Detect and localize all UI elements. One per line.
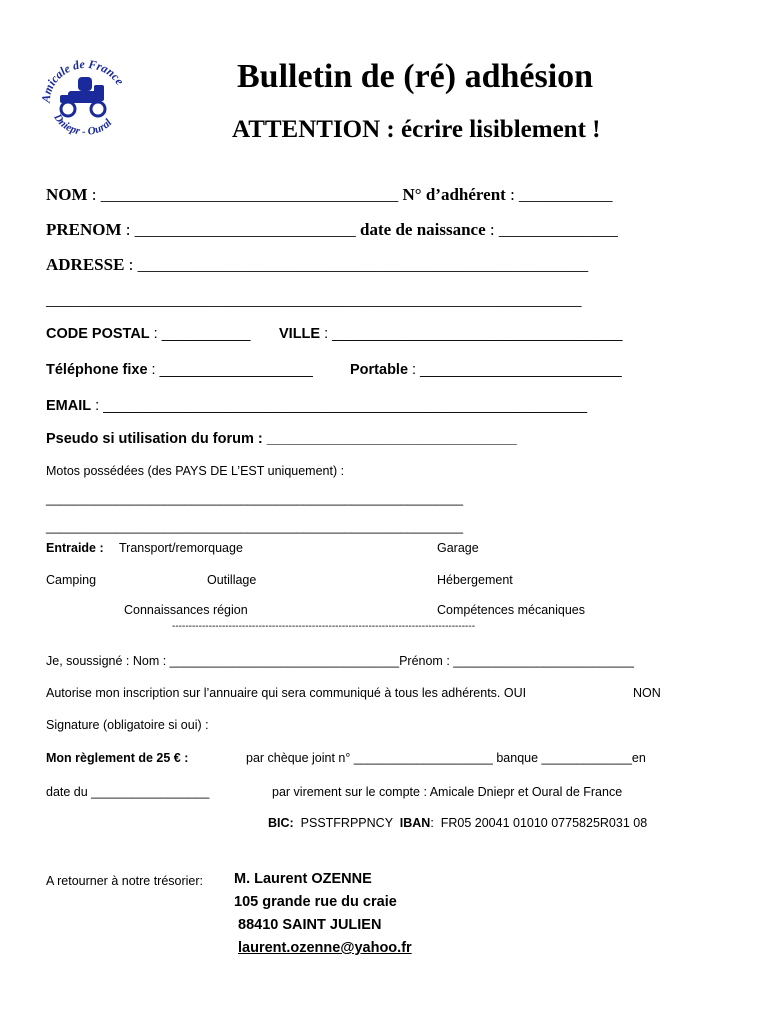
reglement-label: Mon règlement de 25 € : [46, 751, 189, 765]
nom-label: NOM [46, 185, 88, 204]
entraide-garage[interactable]: Garage [437, 541, 479, 555]
cp-row [46, 326, 250, 342]
tel-row [46, 362, 313, 378]
adherent-label: N° d’adhérent [402, 185, 506, 204]
entraide-outillage[interactable]: Outillage [207, 573, 257, 587]
entraide-competences[interactable]: Compétences mécaniques [437, 603, 585, 617]
prenom-label: PRENOM [46, 220, 122, 239]
motos-field-line1[interactable]: ____________________________________________________________ [46, 492, 464, 506]
tresorier-city: 88410 SAINT JULIEN [238, 917, 382, 933]
tel-label: Téléphone fixe [46, 362, 148, 378]
portable-row [350, 362, 622, 378]
iban-label: IBAN [399, 816, 431, 830]
entraide-label: Entraide : [46, 541, 104, 555]
entraide-transport[interactable]: Transport/remorquage [119, 541, 243, 555]
signature-label: Signature (obligatoire si oui) : [46, 718, 209, 732]
page-subtitle: ATTENTION : écrire lisiblement ! [232, 116, 601, 143]
autorise-non[interactable]: NON [633, 686, 661, 700]
iban-value: : FR05 20041 01010 0775825R031 08 [430, 816, 648, 830]
nom-row [46, 185, 613, 205]
bic-value: PSSTFRPPNCY [293, 816, 400, 830]
svg-text:Dniepr - Oural [51, 111, 115, 137]
bic-label: BIC: [268, 816, 294, 830]
logo-text-bottom: Dniepr - Oural [51, 111, 115, 137]
adresse-label: ADRESSE [46, 255, 125, 274]
ville-label: VILLE [279, 326, 321, 342]
motorcycle-icon [60, 77, 105, 116]
adresse-field-line2[interactable]: _______________________________________________________________ [46, 290, 582, 309]
virement-text: par virement sur le compte : Amicale Dniepr et Oural de France [272, 785, 623, 799]
portable-label: Portable [350, 362, 409, 378]
cp-field[interactable]: : ___________ [149, 326, 251, 342]
entraide-connaissances[interactable]: Connaissances région [124, 603, 248, 617]
naissance-field[interactable]: : ______________ [485, 220, 618, 239]
motos-label: Motos possédées (des PAYS DE L’EST uniquement) : [46, 464, 345, 478]
email-label: EMAIL [46, 398, 92, 414]
date-field[interactable]: date du _________________ [46, 785, 210, 799]
email-field[interactable]: : ____________________________________________________________ [91, 398, 588, 414]
prenom-row [46, 220, 618, 240]
pseudo-label: Pseudo si utilisation du forum : [46, 431, 267, 447]
pseudo-row [46, 431, 517, 447]
tel-field[interactable]: : ___________________ [147, 362, 313, 378]
logo-text-top: Amicale de France [38, 56, 127, 104]
tresorier-name: M. Laurent OZENNE [234, 871, 372, 887]
nom-field[interactable]: : ___________________________________ [87, 185, 403, 204]
portable-field[interactable]: : _________________________ [408, 362, 622, 378]
bank-details [268, 816, 647, 830]
separator-line: ------------------------------------------------------------------------------------------- [172, 621, 476, 632]
tresorier-street: 105 grande rue du craie [234, 894, 397, 910]
soussigne-field[interactable]: Je, soussigné : Nom : _________________________________Prénom : __________________________ [46, 654, 635, 668]
page-title: Bulletin de (ré) adhésion [237, 58, 594, 95]
cp-label: CODE POSTAL [46, 326, 150, 342]
amicale-logo [38, 55, 130, 137]
pseudo-field[interactable]: _______________________________ [266, 431, 517, 447]
tresorier-email-link[interactable]: laurent.ozenne@yahoo.fr [238, 940, 412, 956]
naissance-label: date de naissance [360, 220, 486, 239]
adresse-field[interactable]: : _____________________________________________________ [124, 255, 589, 274]
entraide-camping[interactable]: Camping [46, 573, 97, 587]
adresse-row [46, 255, 588, 275]
email-row [46, 398, 587, 414]
tresorier-intro: A retourner à notre trésorier: [46, 874, 207, 888]
motos-field-line2[interactable]: ____________________________________________________________ [46, 520, 464, 534]
cheque-field[interactable]: par chèque joint n° ____________________ banque _____________en [246, 751, 646, 765]
autorise-oui[interactable]: Autorise mon inscription sur l’annuaire qui sera communiqué à tous les adhérents. OUI [46, 686, 527, 700]
entraide-hebergement[interactable]: Hébergement [437, 573, 513, 587]
prenom-field[interactable]: : __________________________ [121, 220, 361, 239]
ville-field[interactable]: : ____________________________________ [320, 326, 623, 342]
ville-row [279, 326, 623, 342]
adherent-field[interactable]: : ___________ [505, 185, 613, 204]
